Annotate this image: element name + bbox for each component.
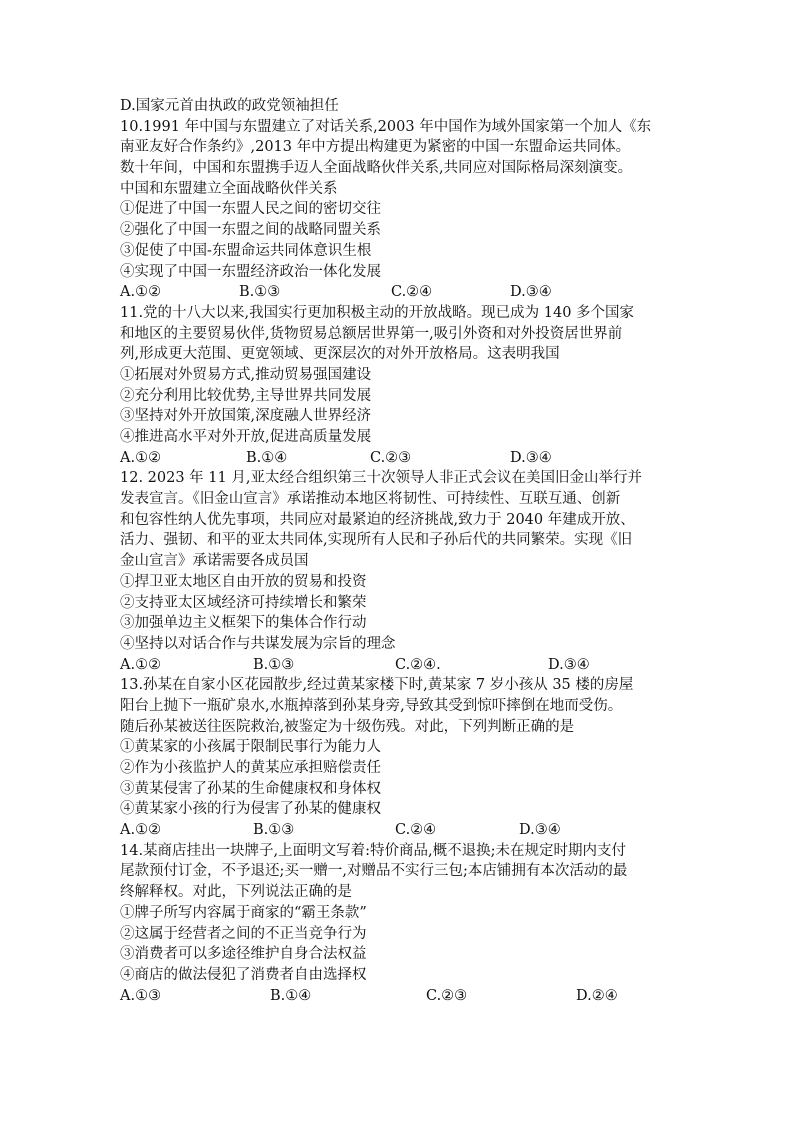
q14-option-a[interactable]: A.①③ <box>120 987 162 1004</box>
q10-item: ②强化了中国一东盟之间的战略同盟关系 <box>120 222 381 239</box>
q10-option-a[interactable]: A.①② <box>120 284 162 301</box>
q12-option-a[interactable]: A.①② <box>120 656 162 673</box>
q12-stem-line: 金山宣言》承诺需要各成员国 <box>120 553 309 570</box>
question-12 <box>120 468 686 675</box>
q10-option-d[interactable]: D.③④ <box>510 284 552 301</box>
q12-option-b[interactable]: B.①③ <box>253 656 295 673</box>
q12-item: ④坚持以对话合作与共谋发展为宗旨的理念 <box>120 635 396 652</box>
q14-item: ①牌子所写内容属于商家的“霸王条款” <box>120 904 367 921</box>
q13-stem-line: 随后孙某被送往医院救治,被鉴定为十级伤残。对此，下列判断正确的是 <box>120 718 575 735</box>
q13-option-c[interactable]: C.②④ <box>395 822 437 839</box>
q13-stem-line: 阳台上抛下一瓶矿泉水,水瓶掉落到孙某身旁,导致其受到惊吓摔倒在地而受伤。 <box>120 697 623 714</box>
q10-option-b[interactable]: B.①③ <box>239 284 281 301</box>
q9-option-d: D.国家元首由执政的政党领袖担任 <box>120 98 339 114</box>
q14-stem-line: 14.某商店挂出一块牌子,上面明文写着:特价商品,概不退换;未在规定时期内支付 <box>120 842 627 859</box>
q13-stem-line: 13.孙某在自家小区花园散步,经过黄某家楼下时,黄某家 7 岁小孩从 35 楼的房屋 <box>120 677 634 694</box>
q13-option-d[interactable]: D.③④ <box>519 822 561 839</box>
q12-item: ②支持亚太区域经济可持续增长和繁荣 <box>120 594 367 611</box>
q13-item: ③黄某侵害了孙某的生命健康权和身体权 <box>120 780 381 797</box>
q11-stem-line: 11.党的十八大以来,我国实行更加积极主动的开放战略。现已成为 140 多个国家 <box>120 304 635 321</box>
q12-options <box>120 655 686 676</box>
q11-option-d[interactable]: D.③④ <box>510 449 552 466</box>
q14-option-b[interactable]: B.①④ <box>270 987 312 1004</box>
q11-item: ④推进高水平对外开放,促进高质量发展 <box>120 429 372 445</box>
question-10 <box>120 117 686 303</box>
q11-stem-line: 和地区的主要贸易伙伴,货物贸易总额居世界第一,吸引外资和对外投资居世界前 <box>120 325 623 342</box>
q11-stem-line: 列,形成更大范围、更宽领域、更深层次的对外开放格局。这表明我国 <box>120 346 560 363</box>
q12-stem-line: 12. 2023 年 11 月,亚太经合组织第三十次领导人非正式会议在美国旧金山举行并 <box>120 470 642 487</box>
q11-item: ①拓展对外贸易方式,推动贸易强国建设 <box>120 366 372 383</box>
q14-item: ③消费者可以多途径维护自身合法权益 <box>120 946 367 963</box>
exam-page <box>120 96 686 1006</box>
q14-options <box>120 986 686 1007</box>
q10-item: ④实现了中国一东盟经济政治一体化发展 <box>120 263 381 280</box>
question-14 <box>120 841 686 1007</box>
q10-options <box>120 282 686 303</box>
q11-options <box>120 448 686 469</box>
q11-item: ②充分利用比较优势,主导世界共同发展 <box>120 387 372 404</box>
q12-option-c[interactable]: C.②④. <box>395 656 441 673</box>
q11-option-c[interactable]: C.②③ <box>370 449 412 466</box>
question-11 <box>120 303 686 469</box>
q10-item: ③促使了中国-东盟命运共同体意识生根 <box>120 242 372 259</box>
q10-stem-line: 南亚友好合作条约》,2013 年中方提出构建更为紧密的中国一东盟命运共同体。 <box>120 139 631 156</box>
q10-option-c[interactable]: C.②④ <box>391 284 433 301</box>
q12-item: ③加强单边主义框架下的集体合作行动 <box>120 615 367 632</box>
q13-option-b[interactable]: B.①③ <box>253 822 295 839</box>
q12-item: ①捍卫亚太地区自由开放的贸易和投资 <box>120 573 367 590</box>
q11-item: ③坚持对外开放国策,深度融人世界经济 <box>120 408 372 425</box>
q14-item: ④商店的做法侵犯了消费者自由选择权 <box>120 966 367 983</box>
q14-option-c[interactable]: C.②③ <box>426 987 468 1004</box>
q14-item: ②这属于经营者之间的不正当竞争行为 <box>120 925 367 942</box>
q10-stem-line: 中国和东盟建立全面战略伙伴关系 <box>120 180 338 197</box>
q10-item: ①促进了中国一东盟人民之间的密切交往 <box>120 201 381 218</box>
q14-stem-line: 尾款预付订金，不予退还;买一赠一,对赠品不实行三包;本店铺拥有本次活动的最 <box>120 863 628 880</box>
q14-stem-line: 终解释权。对此，下列说法正确的是 <box>120 884 352 901</box>
q10-stem-line: 10.1991 年中国与东盟建立了对话关系,2003 年中国作为域外国家第一个加人《东 <box>120 118 652 135</box>
q12-stem-line: 和包容性纳人优先事项，共同应对最紧迫的经济挑战,致力于 2040 年建成开放、 <box>120 511 635 528</box>
q13-option-a[interactable]: A.①② <box>120 822 162 839</box>
q10-stem-line: 数十年间，中国和东盟携手迈人全面战略伙伴关系,共同应对国际格局深刻演变。 <box>120 160 633 177</box>
q12-option-d[interactable]: D.③④ <box>548 656 590 673</box>
q12-stem-line: 活力、强韧、和平的亚太共同体,实现所有人民和子孙后代的共同繁荣。实现《旧 <box>120 532 633 549</box>
q11-option-b[interactable]: B.①④ <box>246 449 288 466</box>
q12-stem-line: 发表宣言。《旧金山宣言》承诺推动本地区将韧性、可持续性、互联互通、创新 <box>120 491 621 508</box>
q13-item: ①黄某家的小孩属于限制民事行为能力人 <box>120 739 381 756</box>
question-13 <box>120 675 686 841</box>
q11-option-a[interactable]: A.①② <box>120 449 162 466</box>
q14-option-d[interactable]: D.②④ <box>576 987 618 1004</box>
q13-options <box>120 820 686 841</box>
q13-item: ④黄某家小孩的行为侵害了孙某的健康权 <box>120 801 381 818</box>
q13-item: ②作为小孩监护人的黄某应承担赔偿责任 <box>120 760 381 776</box>
